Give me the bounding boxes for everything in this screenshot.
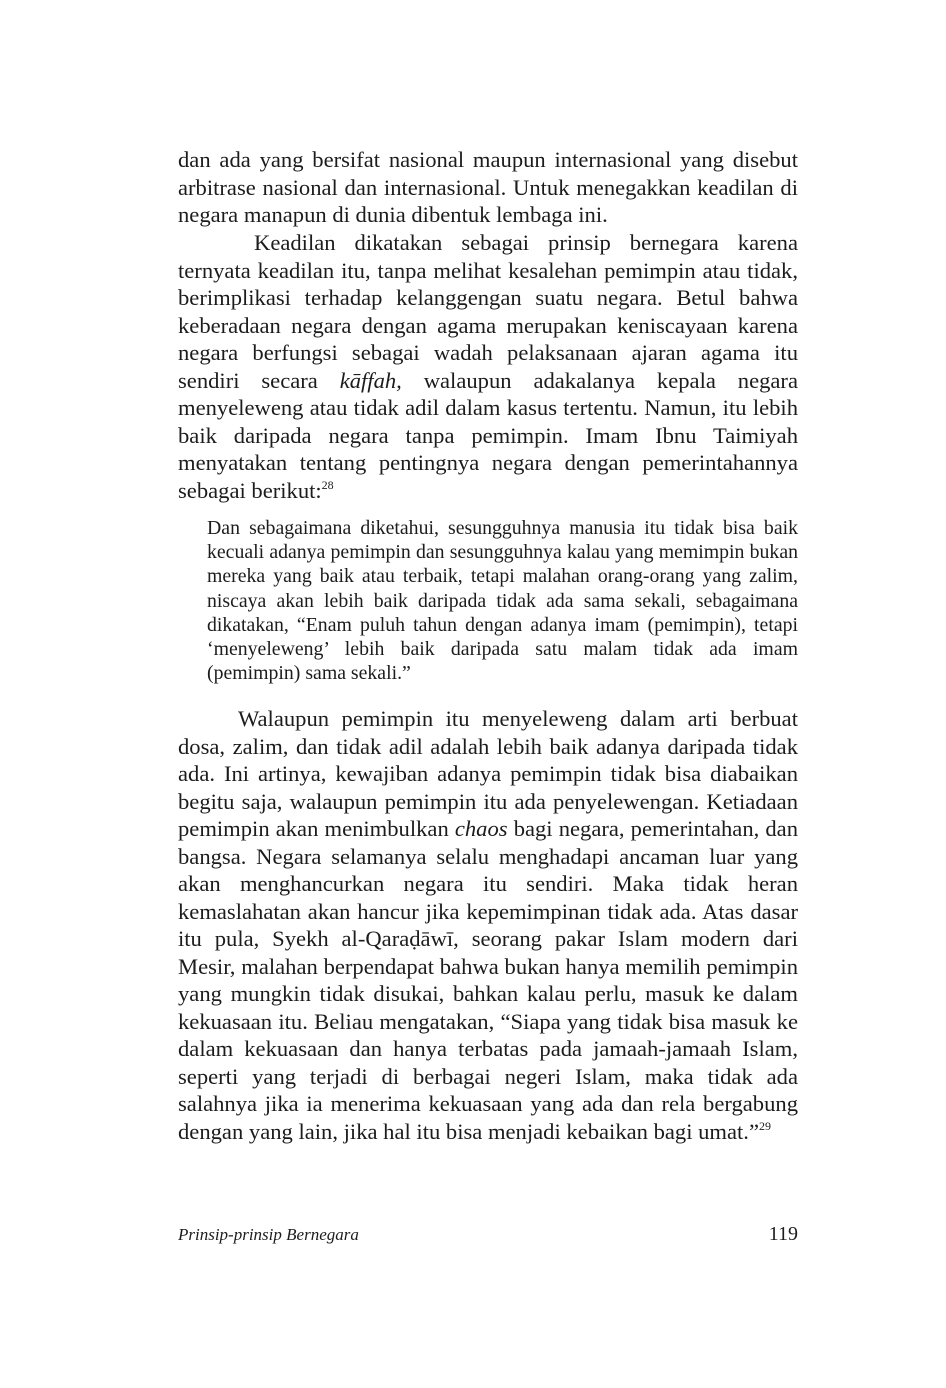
block-quote-ibnu-taimiyah: Dan sebagaimana diketahui, sesungguhnya manusia itu tidak bisa baik kecuali adanya pemimpin dan sesungguhnya kalau yang memimpin bukan mereka yang baik atau terbaik, tetapi malahan orang-orang yang zalim, niscaya akan lebih baik daripada tidak ada sama sekali, sebagaimana dikatakan, “Enam puluh tahun dengan adanya imam (pemimpin), tetapi ‘menyeleweng’ lebih baik daripada satu malam tidak ada imam (pemimpin) sama sekali.” [207,517,798,685]
paragraph-3-text-start: Walaupun pemimpin itu menyeleweng dalam arti berbuat dosa, zalim, dan tidak adil adalah lebih baik adanya daripada tidak ada. Ini artinya, kewajiban adanya pemimpin tidak bisa diabaikan begitu saja, walaupun pemimpin itu ada penyelewengan. Ketiadaan pemimpin akan menimbulkan [178,706,798,841]
paragraph-3-text-end: bagi negara, pemerintahan, dan bangsa. Negara selamanya selalu menghadapi ancaman luar yang akan menghancurkan negara itu sendiri. Maka tidak heran kemaslahatan akan hancur jika kepemimpinan tidak ada. Atas dasar itu pula, Syekh al-Qaraḍāwī, seorang pakar Islam modern dari Mesir, malahan berpendapat bahwa bukan hanya memilih pemimpin yang mungkin tidak disukai, bahkan kalau perlu, masuk ke dalam kekuasaan itu. Beliau mengatakan, “Siapa yang tidak bisa masuk ke dalam kekuasaan dan hanya terbatas pada jamaah-jamaah Islam, seperti yang terjadi di berbagai negeri Islam, maka tidak ada salahnya jika ia menerima kekuasaan yang ada dan rela bergabung dengan yang lain, jika hal itu bisa menjadi kebaikan bagi umat.” [178,816,798,1144]
running-footer-title: Prinsip-prinsip Bernegara [178,1225,359,1244]
paragraph-2-text-start: Keadilan dikatakan sebagai prinsip bernegara karena ternyata keadilan itu, tanpa melihat kesalehan pemimpin atau tidak, berimplikasi terhadap kelanggengan suatu negara. Betul bahwa keberadaan negara dengan agama merupakan keniscayaan karena negara berfungsi sebagai wadah pelaksanaan ajaran agama itu sendiri secara [178,230,798,393]
paragraph-2-text-end: walaupun adakalanya kepala negara menyeleweng atau tidak adil dalam kasus tertentu. Namun, itu lebih baik daripada negara tanpa pemimpin. Imam Ibnu Taimiyah menyatakan tentang pentingnya negara dengan pemerintahannya sebagai berikut: [178,367,798,503]
body-paragraph-1: dan ada yang bersifat nasional maupun internasional yang disebut arbitrase nasional dan internasional. Untuk menegakkan keadilan di negara manapun di dunia dibentuk lembaga ini. [178,147,798,227]
italic-term-chaos: chaos [454,816,508,841]
italic-term-kaffah: kāffah, [339,367,402,393]
page-number: 119 [768,1223,798,1245]
body-paragraph-2 [178,229,798,504]
footnote-marker-29: 29 [758,1118,771,1133]
body-paragraph-3 [178,705,798,1145]
footnote-marker-28: 28 [321,477,334,492]
